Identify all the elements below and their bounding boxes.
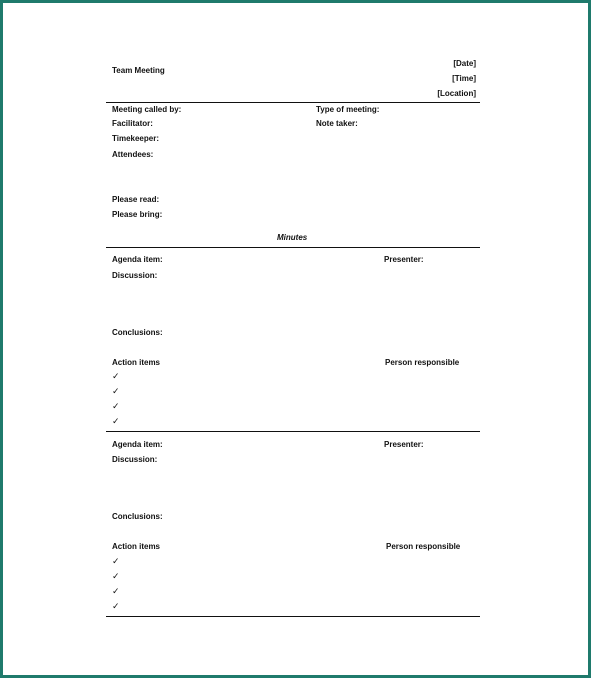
agenda-item-label: Agenda item: xyxy=(112,255,163,264)
checkmark-icon: ✓ xyxy=(112,387,120,397)
checkmark-icon: ✓ xyxy=(112,402,120,412)
checkmark-icon: ✓ xyxy=(112,602,120,612)
checkmark-icon: ✓ xyxy=(112,417,120,427)
time-placeholder: [Time] xyxy=(452,74,476,83)
header-divider xyxy=(106,102,480,103)
presenter-label: Presenter: xyxy=(384,255,424,264)
conclusions-label: Conclusions: xyxy=(112,328,163,337)
discussion-label: Discussion: xyxy=(112,271,158,280)
checkmark-icon: ✓ xyxy=(112,557,120,567)
person-responsible-label: Person responsible xyxy=(385,358,460,367)
please-read-label: Please read: xyxy=(112,195,160,204)
minutes-divider xyxy=(106,247,480,248)
conclusions-label: Conclusions: xyxy=(112,512,163,521)
meeting-type-label: Type of meeting: xyxy=(316,105,380,114)
note-taker-label: Note taker: xyxy=(316,119,358,128)
presenter-label: Presenter: xyxy=(384,440,424,449)
date-placeholder: [Date] xyxy=(453,59,476,68)
minutes-heading: Minutes xyxy=(277,233,308,242)
action-items-label: Action items xyxy=(112,542,161,551)
facilitator-label: Facilitator: xyxy=(112,119,153,128)
action-items-label: Action items xyxy=(112,358,161,367)
attendees-label: Attendees: xyxy=(112,150,154,159)
timekeeper-label: Timekeeper: xyxy=(112,134,159,143)
person-responsible-label: Person responsible xyxy=(386,542,461,551)
checkmark-icon: ✓ xyxy=(112,572,120,582)
meeting-title: Team Meeting xyxy=(112,66,165,75)
checkmark-icon: ✓ xyxy=(112,587,120,597)
section-divider xyxy=(106,431,480,432)
checkmark-icon: ✓ xyxy=(112,372,120,382)
discussion-label: Discussion: xyxy=(112,455,158,464)
please-bring-label: Please bring: xyxy=(112,210,163,219)
agenda-item-label: Agenda item: xyxy=(112,440,163,449)
document-page xyxy=(3,3,588,675)
called-by-label: Meeting called by: xyxy=(112,105,182,114)
location-placeholder: [Location] xyxy=(437,89,476,98)
footer-divider xyxy=(106,616,480,617)
